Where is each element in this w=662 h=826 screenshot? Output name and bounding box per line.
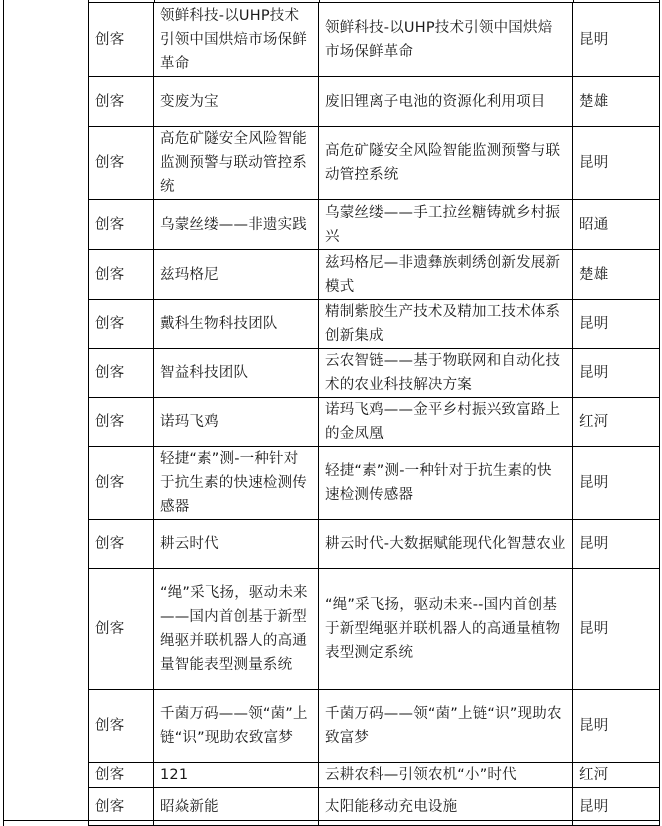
cell-project: 云农智链——基于物联网和自动化技术的农业科技解决方案: [319, 349, 573, 398]
cell-team: 乌蒙丝缕——非遗实践: [154, 200, 319, 250]
cell-team: 诺玛飞鸡: [154, 398, 319, 447]
cell-city: 昆明: [573, 520, 660, 569]
cell-project: 轻捷“素”测-一种针对于抗生素的快速检测传感器: [319, 447, 573, 520]
table-row: [89, 569, 660, 690]
cell-team: 耕云时代: [154, 520, 319, 569]
cell-team: 兹玛格尼: [154, 250, 319, 300]
table-row: [89, 77, 660, 127]
cell-project: 乌蒙丝缕——手工拉丝糖铸就乡村振兴: [319, 200, 573, 250]
table-row: [89, 3, 660, 77]
table-row: [89, 763, 660, 788]
cell-project: 耕云时代-大数据赋能现代化智慧农业: [319, 520, 573, 569]
cell-city: 昆明: [573, 447, 660, 520]
cell-team: 领鲜科技-以UHP技术引领中国烘焙市场保鲜革命: [154, 3, 319, 77]
cell-team: 智益科技团队: [154, 349, 319, 398]
cell-city: 楚雄: [573, 77, 660, 127]
cell-city: 昭通: [573, 200, 660, 250]
cell-type: 创客: [89, 127, 154, 200]
cell-project: 千菌万码——领“菌”上链“识”现助农致富梦: [319, 690, 573, 763]
cell-city: 昆明: [573, 569, 660, 690]
cell-project: “绳”采飞扬，驱动未来--国内首创基于新型绳驱并联机器人的高通量植物表型测定系统: [319, 569, 573, 690]
cell-city: 昆明: [573, 300, 660, 349]
cell-team: 变废为宝: [154, 77, 319, 127]
cell-team: 千菌万码——领“菌”上链“识”现助农致富梦: [154, 690, 319, 763]
table-row: [89, 398, 660, 447]
table-row: [89, 690, 660, 763]
cell-type: 创客: [89, 300, 154, 349]
cell-city: 楚雄: [573, 250, 660, 300]
cell-project: 云耕农科—引领农机“小”时代: [319, 763, 573, 788]
cell-type: 创客: [89, 398, 154, 447]
cell-city: 昆明: [573, 690, 660, 763]
cell-type: 创客: [89, 569, 154, 690]
cell-team: 昭焱新能: [154, 788, 319, 826]
table-row: [89, 250, 660, 300]
table-row: [89, 349, 660, 398]
table-row: [89, 520, 660, 569]
cell-team: “绳”采飞扬，驱动未来——国内首创基于新型绳驱并联机器人的高通量智能表型测量系统: [154, 569, 319, 690]
cell-project: 太阳能移动充电设施: [319, 788, 573, 826]
cell-type: 创客: [89, 690, 154, 763]
cell-team: 戴科生物科技团队: [154, 300, 319, 349]
table-border-stub: [3, 820, 4, 826]
cell-type: 创客: [89, 349, 154, 398]
cell-project: 诺玛飞鸡——金平乡村振兴致富路上的金凤凰: [319, 398, 573, 447]
cell-project: 兹玛格尼—非遗彝族刺绣创新发展新模式: [319, 250, 573, 300]
cell-type: 创客: [89, 520, 154, 569]
table-row: [89, 300, 660, 349]
table-row: [89, 447, 660, 520]
table-row: [89, 200, 660, 250]
table-bottom-border: [3, 820, 660, 821]
table-row: [89, 127, 660, 200]
cell-type: 创客: [89, 447, 154, 520]
table-border-stub: [88, 820, 89, 826]
cell-type: 创客: [89, 77, 154, 127]
cell-type: 创客: [89, 763, 154, 788]
cell-city: 昆明: [573, 349, 660, 398]
cell-team: 121: [154, 763, 319, 788]
cell-type: 创客: [89, 200, 154, 250]
cell-project: 高危矿隧安全风险智能监测预警与联动管控系统: [319, 127, 573, 200]
cell-project: 精制紫胶生产技术及精加工技术体系创新集成: [319, 300, 573, 349]
cell-city: 昆明: [573, 3, 660, 77]
cell-project: 废旧锂离子电池的资源化利用项目: [319, 77, 573, 127]
cell-type: 创客: [89, 788, 154, 826]
cell-type: 创客: [89, 250, 154, 300]
cell-city: 昆明: [573, 127, 660, 200]
project-table: [88, 2, 660, 826]
cell-type: 创客: [89, 3, 154, 77]
cell-city: 红河: [573, 763, 660, 788]
cell-team: 轻捷“素”测-一种针对于抗生素的快速检测传感器: [154, 447, 319, 520]
cell-city: 红河: [573, 398, 660, 447]
merged-category-cell: [3, 0, 89, 822]
table-body: [89, 3, 660, 826]
cell-city: 昆明: [573, 788, 660, 826]
cell-project: 领鲜科技-以UHP技术引领中国烘焙市场保鲜革命: [319, 3, 573, 77]
cell-team: 高危矿隧安全风险智能监测预警与联动管控系统: [154, 127, 319, 200]
